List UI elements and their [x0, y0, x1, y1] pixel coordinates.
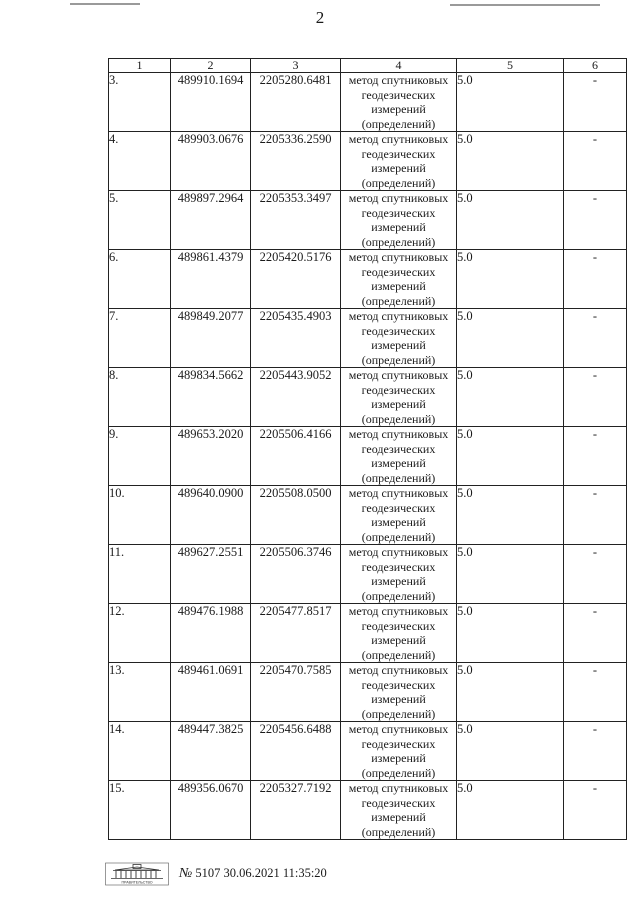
- y-coordinate-cell: 2205353.3497: [251, 191, 341, 250]
- description-cell: -: [564, 427, 627, 486]
- scan-artifact-left: [70, 3, 140, 5]
- method-cell: метод спутниковых геодезических измерений (определений): [341, 368, 457, 427]
- table-row: [109, 73, 627, 132]
- coordinates-table: [108, 58, 627, 840]
- y-coordinate-cell: 2205477.8517: [251, 604, 341, 663]
- x-coordinate-cell: 489834.5662: [171, 368, 251, 427]
- point-number-cell: 9.: [109, 427, 171, 486]
- column-header-3: 3: [251, 59, 341, 73]
- accuracy-cell: 5.0: [457, 722, 564, 781]
- x-coordinate-cell: 489447.3825: [171, 722, 251, 781]
- accuracy-cell: 5.0: [457, 309, 564, 368]
- description-cell: -: [564, 604, 627, 663]
- registration-stamp: [179, 866, 327, 882]
- accuracy-cell: 5.0: [457, 73, 564, 132]
- accuracy-cell: 5.0: [457, 427, 564, 486]
- accuracy-cell: 5.0: [457, 132, 564, 191]
- y-coordinate-cell: 2205508.0500: [251, 486, 341, 545]
- y-coordinate-cell: 2205506.3746: [251, 545, 341, 604]
- method-cell: метод спутниковых геодезических измерений (определений): [341, 604, 457, 663]
- description-cell: -: [564, 545, 627, 604]
- table-body: [109, 73, 627, 840]
- method-cell: метод спутниковых геодезических измерений (определений): [341, 309, 457, 368]
- x-coordinate-cell: 489903.0676: [171, 132, 251, 191]
- column-header-4: 4: [341, 59, 457, 73]
- y-coordinate-cell: 2205456.6488: [251, 722, 341, 781]
- accuracy-cell: 5.0: [457, 486, 564, 545]
- point-number-cell: 7.: [109, 309, 171, 368]
- method-cell: метод спутниковых геодезических измерений (определений): [341, 781, 457, 840]
- y-coordinate-cell: 2205470.7585: [251, 663, 341, 722]
- method-cell: метод спутниковых геодезических измерений (определений): [341, 250, 457, 309]
- accuracy-cell: 5.0: [457, 663, 564, 722]
- registration-number-datetime: 5107 30.06.2021 11:35:20: [195, 866, 327, 880]
- column-header-1: 1: [109, 59, 171, 73]
- description-cell: -: [564, 368, 627, 427]
- stamp-caption: ПРАВИТЕЛЬСТВО: [121, 880, 153, 885]
- point-number-cell: 11.: [109, 545, 171, 604]
- table-row: [109, 722, 627, 781]
- method-cell: метод спутниковых геодезических измерений (определений): [341, 545, 457, 604]
- table-row: [109, 486, 627, 545]
- method-cell: метод спутниковых геодезических измерений (определений): [341, 486, 457, 545]
- accuracy-cell: 5.0: [457, 604, 564, 663]
- table-row: [109, 368, 627, 427]
- x-coordinate-cell: 489640.0900: [171, 486, 251, 545]
- column-header-5: 5: [457, 59, 564, 73]
- method-cell: метод спутниковых геодезических измерений (определений): [341, 132, 457, 191]
- point-number-cell: 3.: [109, 73, 171, 132]
- table-row: [109, 191, 627, 250]
- y-coordinate-cell: 2205435.4903: [251, 309, 341, 368]
- description-cell: -: [564, 132, 627, 191]
- y-coordinate-cell: 2205506.4166: [251, 427, 341, 486]
- accuracy-cell: 5.0: [457, 781, 564, 840]
- x-coordinate-cell: 489910.1694: [171, 73, 251, 132]
- x-coordinate-cell: 489476.1988: [171, 604, 251, 663]
- y-coordinate-cell: 2205327.7192: [251, 781, 341, 840]
- table-row: [109, 132, 627, 191]
- point-number-cell: 15.: [109, 781, 171, 840]
- x-coordinate-cell: 489653.2020: [171, 427, 251, 486]
- y-coordinate-cell: 2205443.9052: [251, 368, 341, 427]
- y-coordinate-cell: 2205420.5176: [251, 250, 341, 309]
- method-cell: метод спутниковых геодезических измерений (определений): [341, 722, 457, 781]
- x-coordinate-cell: 489897.2964: [171, 191, 251, 250]
- description-cell: -: [564, 191, 627, 250]
- government-building-icon: [105, 862, 169, 886]
- x-coordinate-cell: 489849.2077: [171, 309, 251, 368]
- scan-artifact-right: [450, 4, 600, 6]
- accuracy-cell: 5.0: [457, 250, 564, 309]
- point-number-cell: 8.: [109, 368, 171, 427]
- y-coordinate-cell: 2205336.2590: [251, 132, 341, 191]
- point-number-cell: 13.: [109, 663, 171, 722]
- x-coordinate-cell: 489356.0670: [171, 781, 251, 840]
- method-cell: метод спутниковых геодезических измерений (определений): [341, 73, 457, 132]
- table-row: [109, 545, 627, 604]
- point-number-cell: 10.: [109, 486, 171, 545]
- description-cell: -: [564, 250, 627, 309]
- column-header-2: 2: [171, 59, 251, 73]
- method-cell: метод спутниковых геодезических измерений (определений): [341, 427, 457, 486]
- table-row: [109, 427, 627, 486]
- table-row: [109, 604, 627, 663]
- description-cell: -: [564, 663, 627, 722]
- point-number-cell: 12.: [109, 604, 171, 663]
- y-coordinate-cell: 2205280.6481: [251, 73, 341, 132]
- description-cell: -: [564, 73, 627, 132]
- point-number-cell: 6.: [109, 250, 171, 309]
- description-cell: -: [564, 722, 627, 781]
- number-sign: №: [179, 866, 193, 881]
- method-cell: метод спутниковых геодезических измерений (определений): [341, 191, 457, 250]
- document-footer: [105, 862, 327, 886]
- description-cell: -: [564, 486, 627, 545]
- x-coordinate-cell: 489627.2551: [171, 545, 251, 604]
- table-row: [109, 250, 627, 309]
- point-number-cell: 5.: [109, 191, 171, 250]
- accuracy-cell: 5.0: [457, 368, 564, 427]
- x-coordinate-cell: 489861.4379: [171, 250, 251, 309]
- table-row: [109, 781, 627, 840]
- table-row: [109, 309, 627, 368]
- accuracy-cell: 5.0: [457, 191, 564, 250]
- method-cell: метод спутниковых геодезических измерений (определений): [341, 663, 457, 722]
- table-row: [109, 663, 627, 722]
- accuracy-cell: 5.0: [457, 545, 564, 604]
- point-number-cell: 4.: [109, 132, 171, 191]
- page-number: 2: [315, 8, 325, 27]
- description-cell: -: [564, 309, 627, 368]
- point-number-cell: 14.: [109, 722, 171, 781]
- column-header-6: 6: [564, 59, 627, 73]
- x-coordinate-cell: 489461.0691: [171, 663, 251, 722]
- table-header-row: [109, 59, 627, 73]
- description-cell: -: [564, 781, 627, 840]
